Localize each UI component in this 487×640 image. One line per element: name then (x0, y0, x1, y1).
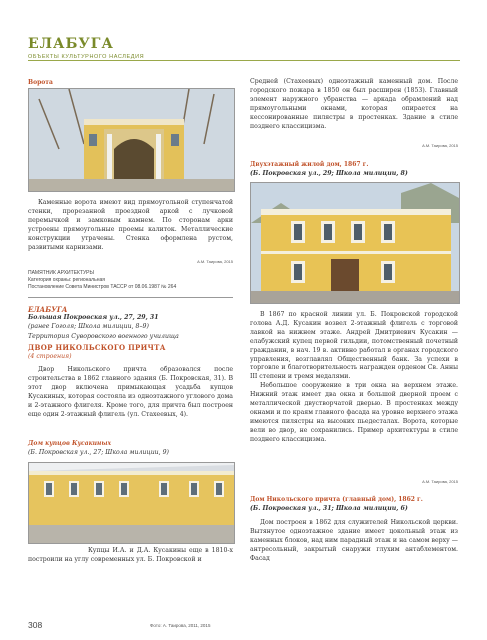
monument-decree: Постановление Совета Министров ТАССР от 08.06.1987 № 264 (28, 284, 177, 290)
ensemble-body-text: Двор Никольского причта образовался после строительства в 1862 главного здания (Б. Покровская, 31). В этот двор включена примыкающая усадьба купцов Кусакиных, которая состояла из одноэтажного углового дома и 2-этажного флигеля. Кроме того, для причта был построен еще один 2-этажный флигель (ул. Стахеевых, 4). (28, 366, 233, 418)
gate-credit: А.М. Таирова, 2015 (197, 259, 233, 264)
stakheev-body-text: Средней (Стахеевых) одноэтажный каменный дом. После городского пожара в 1850 он был расширен (1853). Главный элемент наружного убранства — аркада обрамлений над прямоугольными окнами, которая опирается на кессонированные пилястры в простенках. Здание в стиле позднего классицизма. (250, 78, 458, 130)
kusakin-flygel-description (250, 311, 458, 445)
nikolsky-main-house-title: Дом Никольского причта (главный дом), 1862 г. (250, 496, 423, 503)
ensemble-description (28, 366, 233, 419)
section-title: ЕЛАБУГА (28, 36, 114, 52)
two-storey-house-photo (250, 182, 460, 304)
kusakin-bottom-para: Купцы И.А. и Д.А. Кусакины еще в 1810-х построили на углу современных ул. Б. Покровской и (28, 547, 233, 563)
monument-label: ПАМЯТНИК АРХИТЕКТУРЫ (28, 270, 94, 276)
stakheev-credit: А.М. Таирова, 2015 (422, 143, 458, 148)
ensemble-title: ДВОР НИКОЛЬСКОГО ПРИЧТА (28, 343, 166, 352)
gate-title: Ворота (28, 79, 53, 86)
nikolsky-description (250, 519, 458, 564)
street-former: (ранее Гоголя; Школа милиции, 8–9) (28, 323, 149, 330)
territory-label: Территория Суворовского военного училища (28, 333, 179, 340)
gate-description (28, 199, 233, 252)
kusakin-house-title: Дом купцов Кусакиных (28, 440, 112, 447)
monument-info (28, 270, 238, 291)
gate-body-text: Каменные ворота имеют вид прямоугольной ступенчатой стенки, прорезанной проездной аркой с лучковой перемычкой и замковым камнем. По сторонам арки устроены прямоугольные проемы калиток. Металлические конструкции утрачены. Стенка оформлена рустом, развитыми карнизами. (28, 199, 233, 251)
nikolsky-main-house-address: (Б. Покровская ул., 31; Школа милиции, 6) (250, 505, 408, 512)
left-divider (28, 297, 233, 298)
monument-category: Категория охраны: региональная (28, 277, 105, 283)
flygel-para-1: В 1867 по красной линии ул. Б. Покровской городской голова А.Д. Кусакин возвел 2-этажный флигель с торговой лавкой на нижнем этаже. Андрей Дмитриевич Кусакин — елабужский купец первой гильдии, потомственный почетный гражданин, в нач. 19 в. активно работал в органах городского управления, возглавлял Общественный банк. За успехи в торговле и благотворительность награжден орденом Св. Анны III степени и тремя медалями. (250, 311, 458, 381)
flygel-credit: А.М. Таирова, 2015 (422, 479, 458, 484)
two-storey-house-address: (Б. Покровская ул., 29; Школа милиции, 8) (250, 170, 408, 177)
two-storey-house-title: Двухэтажный жилой дом, 1867 г. (250, 161, 369, 168)
street-heading: Большая Покровская ул., 27, 29, 31 (28, 314, 159, 321)
nikolsky-body-text: Дом построен в 1862 для служителей Никольской церкви. Вытянутое одноэтажное здание имеет цокольный этаж из каменных блоков, над ним парадный этаж и на самом верху — антресольный, закрытый снаружи глухим антаблементом. Фасад (250, 519, 458, 562)
photo-credit: Фото: А. Таирова, 2011, 2015 (150, 623, 211, 628)
page-number: 308 (28, 620, 43, 630)
section-subtitle: ОБЪЕКТЫ КУЛЬТУРНОГО НАСЛЕДИЯ (28, 54, 145, 60)
ensemble-count: (4 строения) (28, 353, 72, 360)
stakheev-continuation (250, 78, 458, 131)
kusakin-bottom-text (28, 547, 233, 565)
city-head: ЕЛАБУГА (28, 305, 68, 314)
flygel-para-2: Небольшое сооружение в три окна на верхнем этаже. Нижний этаж имеет два окна и большой дверной проем с металлической двустворчатой дверью. В простенках между окнами и по краям главного фасада на уровне верхнего этажа имеются пилястры на высоких пьедесталах. Ворота, которые вели во двор, не сохранились. Пример архитектуры в стиле позднего классицизма. (250, 382, 458, 443)
kusakin-house-address: (Б. Покровская ул., 27; Школа милиции, 9) (28, 449, 169, 456)
header-divider (28, 60, 460, 61)
kusakin-house-photo (28, 462, 235, 544)
gate-photo (28, 88, 235, 192)
